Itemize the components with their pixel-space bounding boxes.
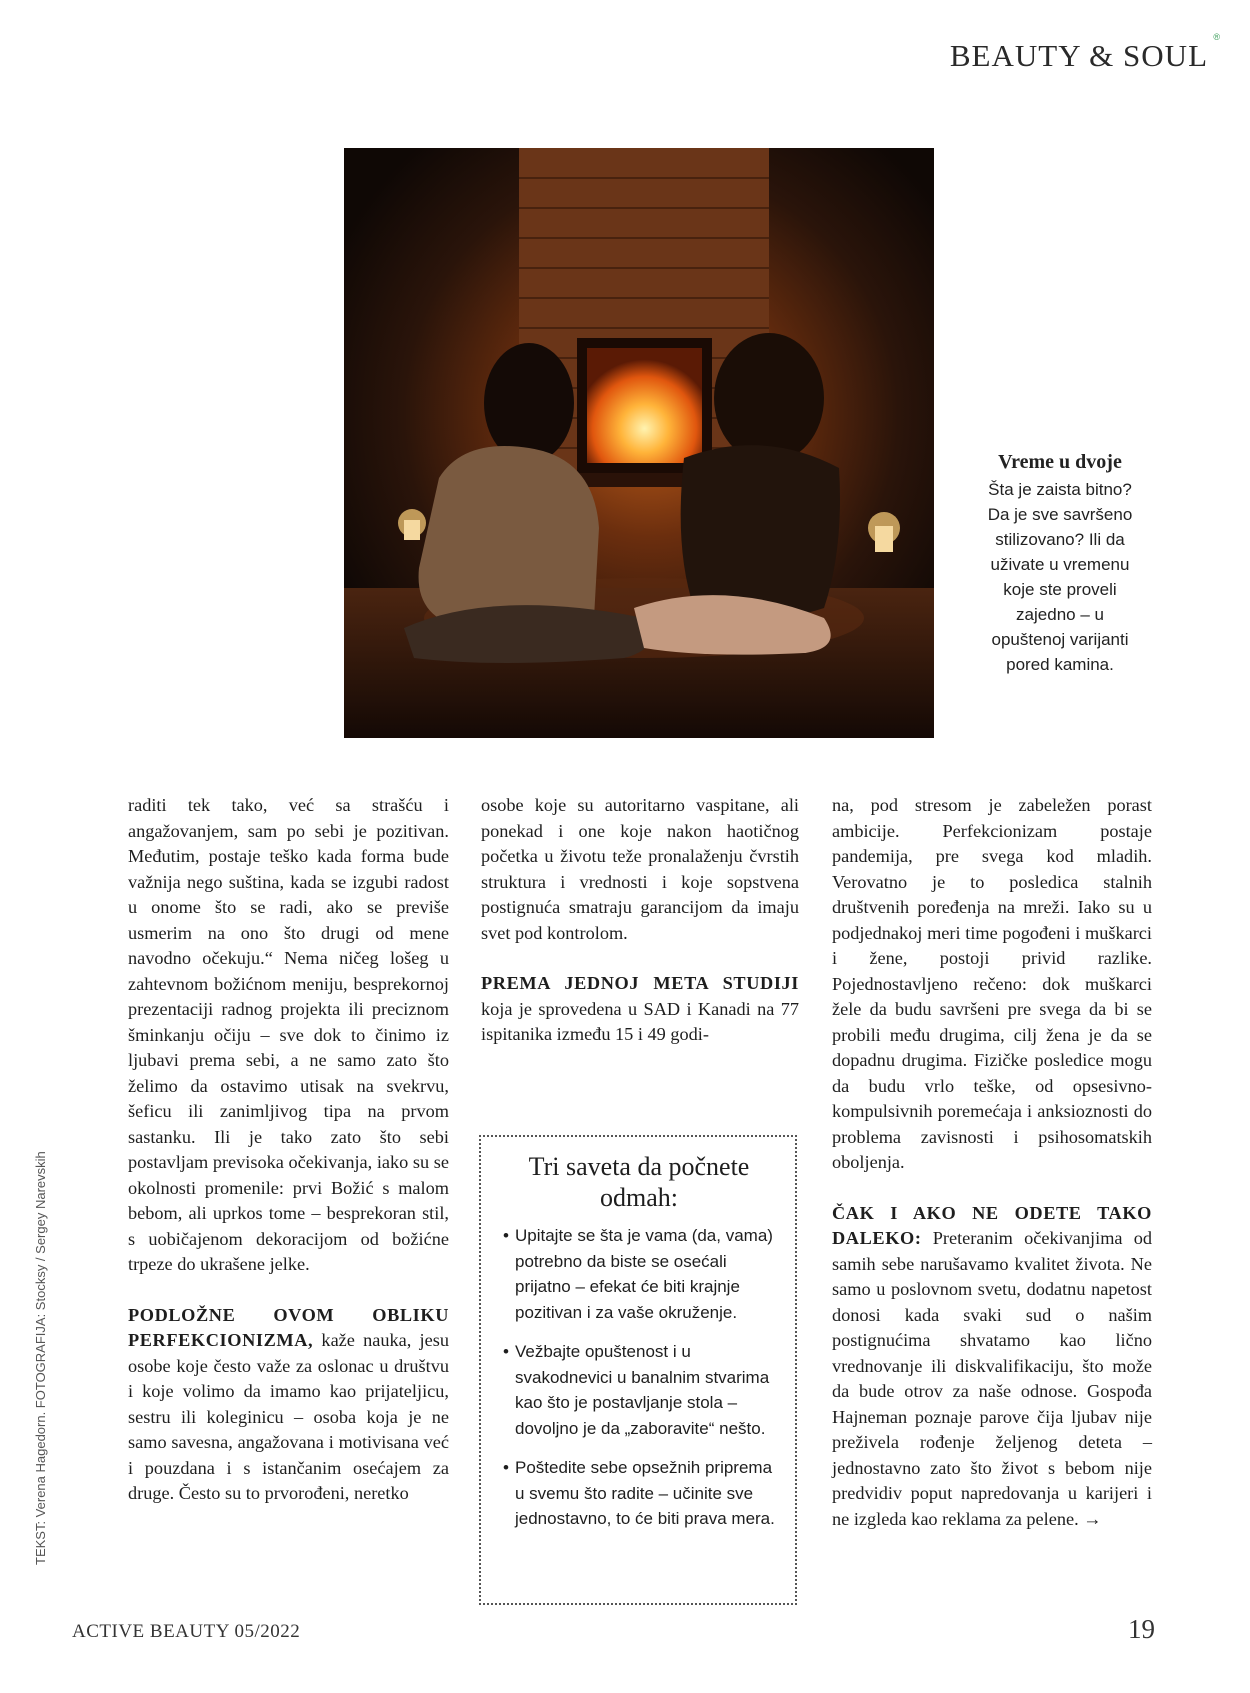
page-number: 19 — [1128, 1614, 1155, 1644]
paragraph — [128, 1303, 449, 1507]
article-column-2 — [481, 793, 799, 1048]
tip-text: Poštedite sebe opsežnih priprema u svemu što radite – učinite sve jednostavno, to će biti prava mera. — [515, 1458, 775, 1528]
paragraph — [481, 971, 799, 1048]
caption-line: koje ste proveli — [1003, 580, 1117, 599]
paragraph — [832, 1201, 1152, 1533]
bullet-icon: • — [503, 1226, 509, 1245]
article-column-1 — [128, 793, 449, 1507]
fireplace-illustration — [344, 148, 934, 738]
caption-line: Šta je zaista bitno? — [988, 480, 1132, 499]
tip-item — [503, 1339, 775, 1441]
caption-line: zajedno – u — [1016, 605, 1104, 624]
caption-line: stilizovano? Ili da — [995, 530, 1125, 549]
caption-line: uživate u vremenu — [990, 555, 1130, 574]
tip-item — [503, 1223, 775, 1325]
photo-credit: TEKST: Verena Hagedorn. FOTOGRAFIJA: Stocksy / Sergey Narevskih — [33, 1151, 48, 1565]
bullet-icon: • — [503, 1342, 509, 1361]
paragraph-body: Preteranim očekivanjima od samih sebe narušavamo kvalitet života. Ne samo u poslovnom svetu, dodatnu napetost donosi kada svaki sud o našim postignućima shvatamo kao lično vrednovanje ili diskvalifikaciju, što može da bude otrov za naše odnose. Gospođa Hajneman poznaje parove čija ljubav nije preživela rođenje željenog deteta – jednostavno zato što život s bebom nije predvidiv poput napredovanja u karijeri i ne izgleda kao reklama za pelene. — [832, 1228, 1152, 1529]
photo-caption — [950, 450, 1170, 677]
paragraph: osobe koje su autoritarno vaspitane, ali ponekad i one koje nakon haotičnog početka u životu teže pronalaženju čvrstih struktura i vrednosti i koje sopstvena postignuća smatraju garancijom da imaju svet pod kontrolom. — [481, 795, 799, 943]
fireplace-photo — [344, 148, 934, 738]
tip-text: Vežbajte opuštenost i u svakodnevici u banalnim stvarima kao što je postavljanje stola – dovoljno je da „zaboravite“ nešto. — [515, 1342, 770, 1438]
article-column-3 — [832, 793, 1152, 1532]
paragraph-lead: PODLOŽNE OVOM OBLIKU PERFEKCIONIZMA, — [128, 1304, 449, 1350]
registered-mark: ® — [1213, 32, 1220, 42]
bullet-icon: • — [503, 1458, 509, 1477]
tips-box — [479, 1135, 797, 1605]
tips-title: Tri saveta da počnete odmah: — [528, 1152, 750, 1212]
paragraph-lead: PREMA JEDNOJ META STUDIJI — [481, 973, 799, 993]
paragraph: na, pod stresom je zabeležen porast ambicije. Perfekcionizam postaje pandemija, pre svega kod mladih. Verovatno je to posledica stalnih društvenih poređenja na mreži. Iako su u podjednakoj meri time pogođeni i muškarci i žene, postoji privid razlike. Pojednostavljeno rečeno: dok muškarci žele da budu savršeni pre svega da bi se probili među drugima, cilj žena je da se dopadnu drugima. Fizičke posledice mogu da budu vrlo teške, od opsesivno-kompulsivnih poremećaja i anksioznosti do problema zavisnosti i psihosomatskih oboljenja. — [832, 795, 1152, 1172]
caption-line: opuštenoj varijanti — [991, 630, 1129, 649]
magazine-issue: ACTIVE BEAUTY 05/2022 — [72, 1621, 301, 1642]
tip-item — [503, 1455, 775, 1532]
caption-line: pored kamina. — [1006, 655, 1114, 674]
paragraph: raditi tek tako, već sa strašću i angažovanjem, sam po sebi je pozitivan. Međutim, postaje teško kada forma bude važnija nego suština, kada se izgubi radost u onome što se radi, ako se previše usmerim na ono što drugi od mene navodno očekuju.“ Nema ničeg lošeg u zahtevnom božićnom meniju, besprekornoj prezentaciji radnog projekta ili preciznom šminkanju očiju – sve dok to činimo iz ljubavi prema sebi, a ne samo zato što želimo da ostavimo utisak na svekrvu, šeficu ili zanimljivog tipa na prvom sastanku. Ili je tako zato što sebi postavljam previsoka očekivanja, iako su se okolnosti promenile: prvi Božić s malom bebom, ali uprkos tome – besprekoran stil, s uobičajenom dekoracijom od božićne trpeze do ukrašene jelke. — [128, 795, 449, 1274]
caption-title: Vreme u dvoje — [998, 451, 1122, 473]
paragraph-body: koja je sprovedena u SAD i Kanadi na 77 ispitanika između 15 i 49 godi- — [481, 998, 799, 1044]
continue-arrow-icon: → — [1083, 1508, 1102, 1529]
paragraph-lead: ČAK I AKO NE ODETE TAKO DALEKO: — [832, 1202, 1152, 1248]
paragraph-body: kaže nauka, jesu osobe koje često važe za oslonac u društvu i koje volimo da imamo kao prijateljicu, sestru ili koleginicu – osoba koja je ne samo savesna, angažovana i motivisana već i pouzdana i s istančanim osećajem za druge. Često su to prvorođeni, neretko — [128, 1330, 449, 1503]
tip-text: Upitajte se šta je vama (da, vama) potrebno da biste se osećali prijatno – efekat će biti krajnje pozitivan i za vaše okruženje. — [515, 1226, 773, 1322]
section-title: BEAUTY & SOUL — [949, 38, 1208, 73]
caption-line: Da je sve savršeno — [987, 505, 1133, 524]
